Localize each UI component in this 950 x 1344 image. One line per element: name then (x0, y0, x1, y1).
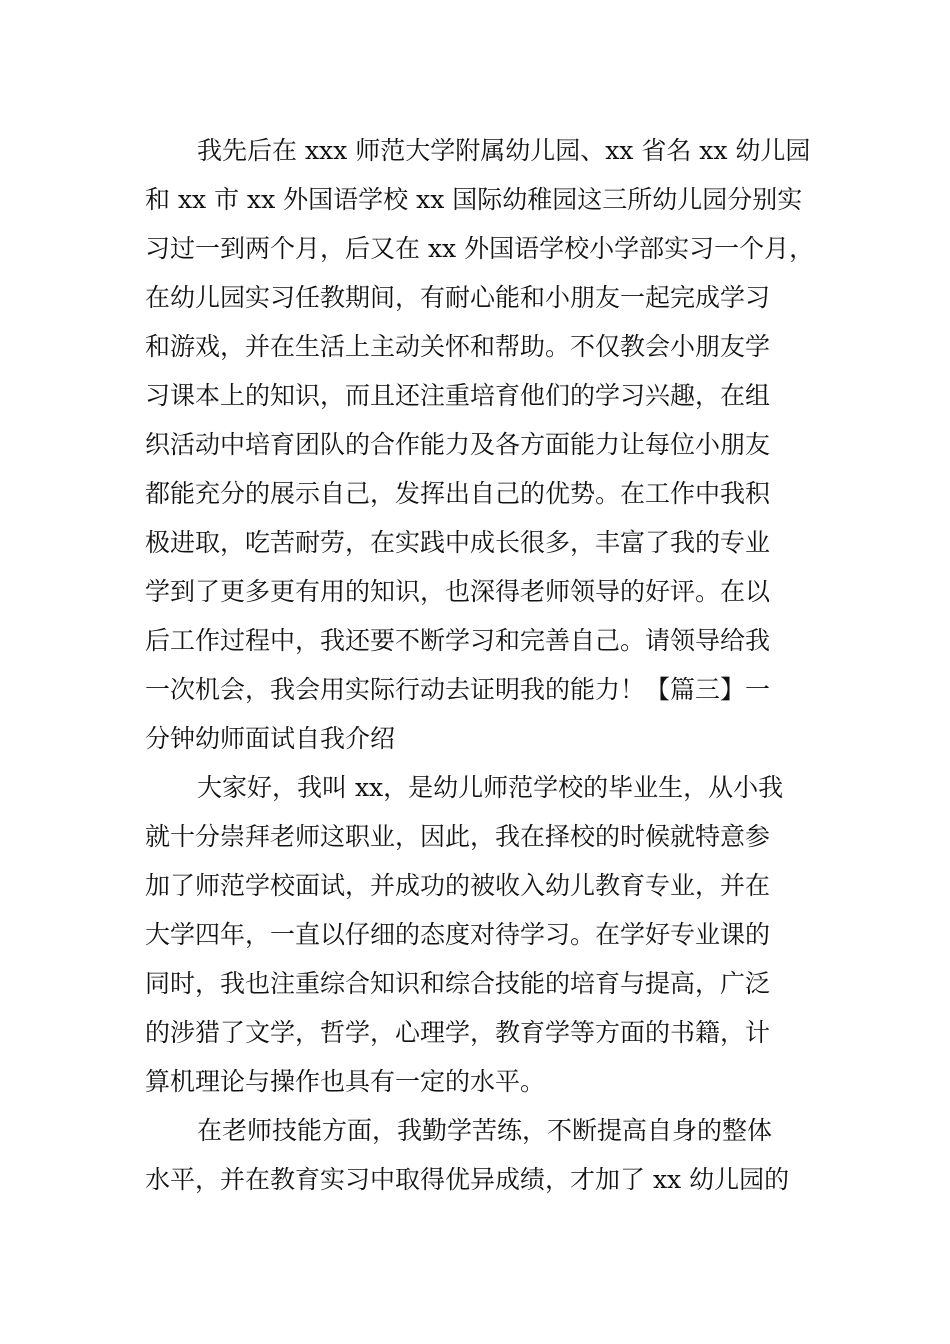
paragraph-1-line-4: 在幼儿园实习任教期间，有耐心能和小朋友一起完成学习 (145, 283, 771, 312)
paragraph-1-line-10: 学到了更多更有用的知识，也深得老师领导的好评。在以 (145, 577, 771, 606)
paragraph-2-line-1: 大家好，我叫 xx，是幼儿师范学校的毕业生，从小我 (197, 773, 784, 802)
paragraph-2-line-5: 同时，我也注重综合知识和综合技能的培育与提高，广泛 (145, 969, 771, 998)
paragraph-1-line-9: 极进取，吃苦耐劳，在实践中成长很多，丰富了我的专业 (145, 528, 771, 557)
paragraph-1-line-5: 和游戏，并在生活上主动关怀和帮助。不仅教会小朋友学 (145, 332, 771, 361)
paragraph-2-line-7: 算机理论与操作也具有一定的水平。 (145, 1067, 546, 1096)
paragraph-1-line-2: 和 xx 市 xx 外国语学校 xx 国际幼稚园这三所幼儿园分别实 (145, 185, 803, 214)
paragraph-2-line-2: 就十分崇拜老师这职业，因此，我在择校的时候就特意参 (145, 822, 771, 851)
paragraph-1-line-1: 我先后在 xxx 师范大学附属幼儿园、xx 省名 xx 幼儿园 (197, 136, 811, 165)
document-body (145, 126, 825, 1204)
paragraph-1-line-3: 习过一到两个月，后又在 xx 外国语学校小学部实习一个月， (145, 234, 815, 263)
paragraph-1-line-11: 后工作过程中，我还要不断学习和完善自己。请领导给我 (145, 626, 771, 655)
paragraph-1-line-8: 都能充分的展示自己，发挥出自己的优势。在工作中我积 (145, 479, 771, 508)
paragraph-1-line-7: 织活动中培育团队的合作能力及各方面能力让每位小朋友 (145, 430, 771, 459)
paragraph-1-line-6: 习课本上的知识，而且还注重培育他们的学习兴趣，在组 (145, 381, 771, 410)
paragraph-3-line-2: 水平，并在教育实习中取得优异成绩，才加了 xx 幼儿园的 (145, 1165, 790, 1194)
paragraph-2-line-6: 的涉猎了文学，哲学，心理学，教育学等方面的书籍，计 (145, 1018, 771, 1047)
paragraph-2-line-3: 加了师范学校面试，并成功的被收入幼儿教育专业，并在 (145, 871, 771, 900)
paragraph-3-line-1: 在老师技能方面，我勤学苦练，不断提高自身的整体 (197, 1116, 773, 1145)
paragraph-2-line-4: 大学四年，一直以仔细的态度对待学习。在学好专业课的 (145, 920, 771, 949)
paragraph-1-line-13: 分钟幼师面试自我介绍 (145, 724, 396, 753)
paragraph-1-line-12: 一次机会，我会用实际行动去证明我的能力！【篇三】一 (145, 675, 771, 704)
